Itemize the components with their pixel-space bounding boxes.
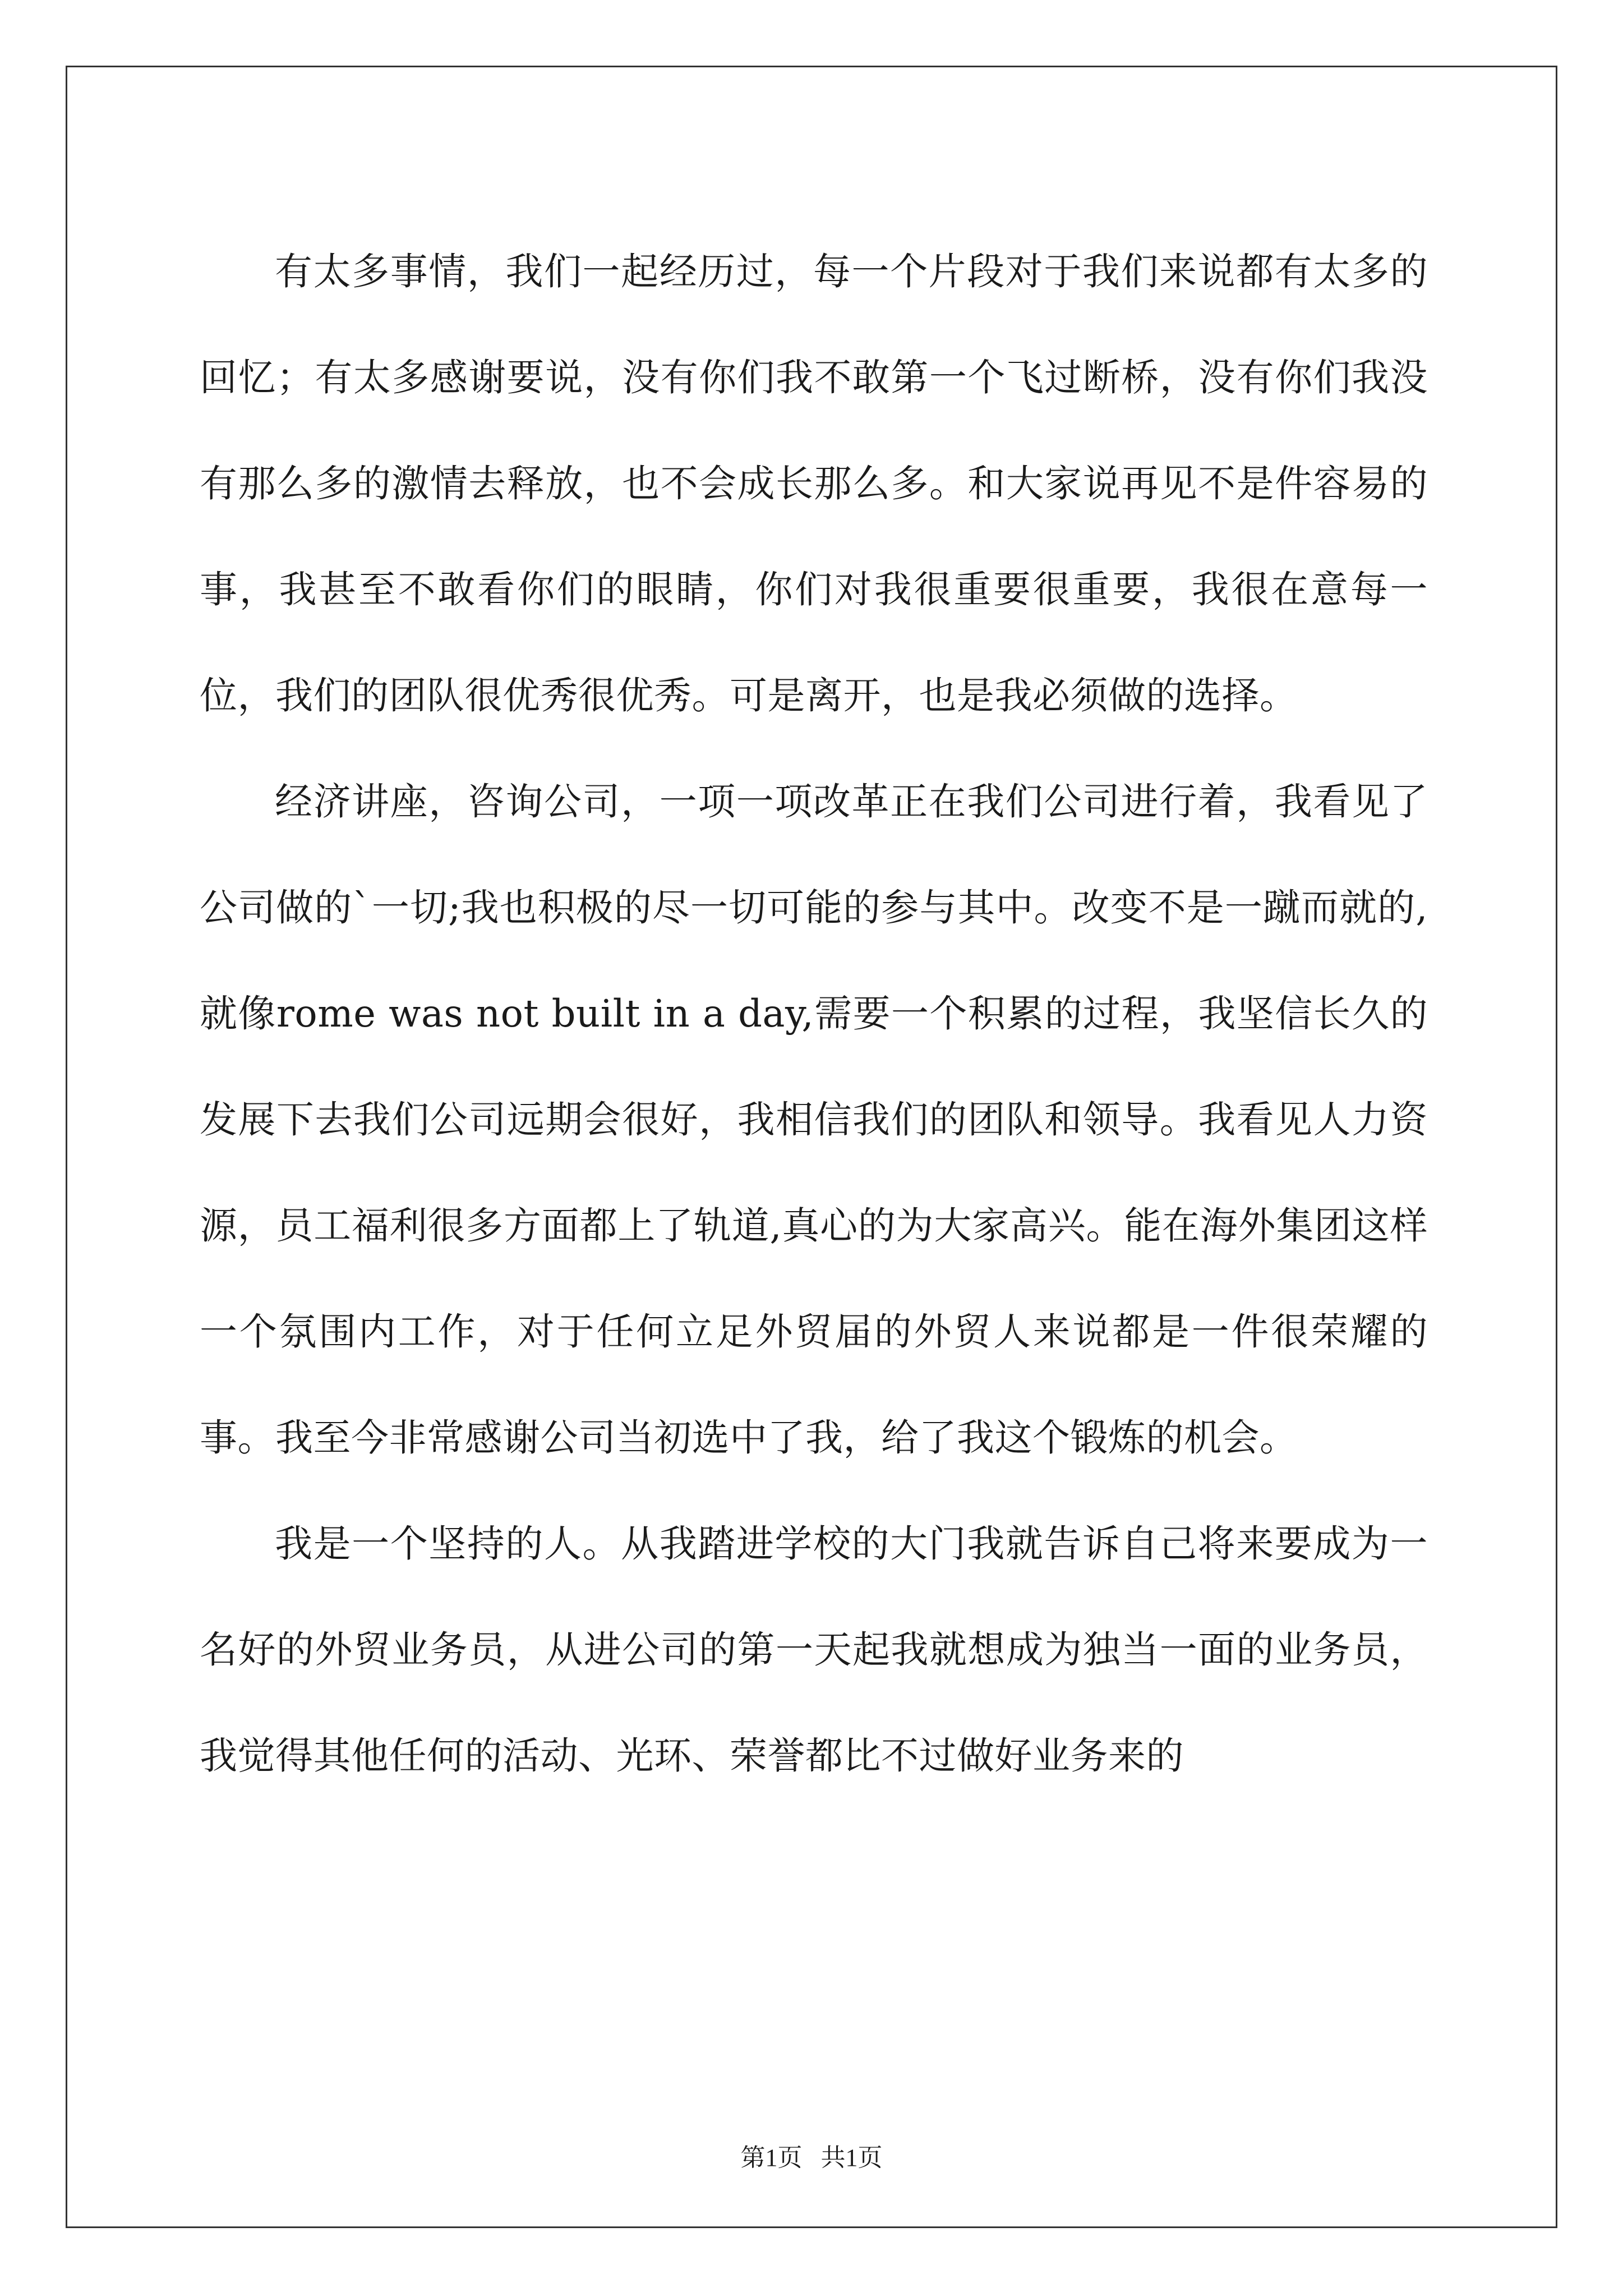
document-body: [200, 219, 1428, 1809]
paragraph-2: 经济讲座，咨询公司，一项一项改革正在我们公司进行着，我看见了公司做的`一切;我也积极的尽一切可能的参与其中。改变不是一蹴而就的,就像rome was not built in a day,需要一个积累的过程，我坚信长久的发展下去我们公司远期会很好，我相信我们的团队和领导。我看见人力资源，员工福利很多方面都上了轨道,真心的为大家高兴。能在海外集团这样一个氛围内工作，对于任何立足外贸届的外贸人来说都是一件很荣耀的事。我至今非常感谢公司当初选中了我，给了我这个锻炼的机会。: [200, 780, 1428, 1460]
paragraph-1: 有太多事情，我们一起经历过，每一个片段对于我们来说都有太多的回忆；有太多感谢要说，没有你们我不敢第一个飞过断桥，没有你们我没有那么多的激情去释放，也不会成长那么多。和大家说再见不是件容易的事，我甚至不敢看你们的眼睛，你们对我很重要很重要，我很在意每一位，我们的团队很优秀很优秀。可是离开，也是我必须做的选择。: [200, 250, 1428, 717]
paragraph-3: 我是一个坚持的人。从我踏进学校的大门我就告诉自己将来要成为一名好的外贸业务员，从进公司的第一天起我就想成为独当一面的业务员，我觉得其他任何的活动、光环、荣誉都比不过做好业务来的: [200, 1522, 1428, 1778]
page-footer: [0, 2137, 1623, 2173]
page-number: 第1页: [740, 2144, 803, 2171]
page-total: 共1页: [820, 2144, 883, 2171]
